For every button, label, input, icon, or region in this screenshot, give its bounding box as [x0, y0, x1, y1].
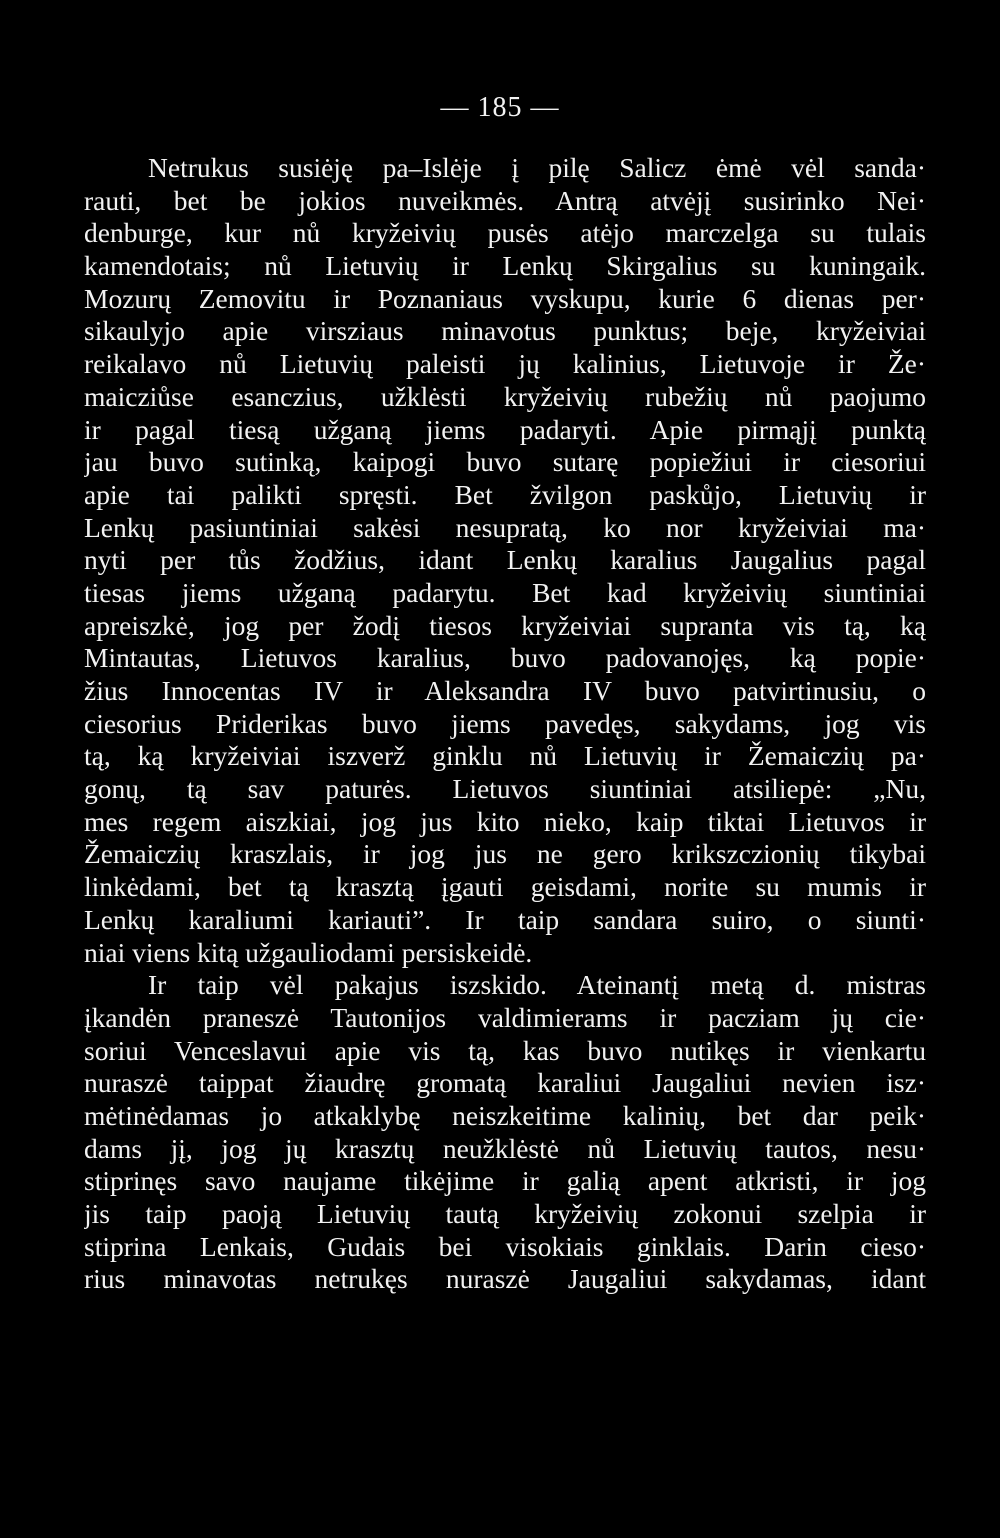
text-line: Mintautas, Lietuvos karalius, buvo padovanojęs, ką popie· [84, 642, 926, 674]
text-line: stiprinęs savo naujame tikėjime ir galią apent atkristi, ir jog [84, 1165, 926, 1197]
text-line: rauti, bet be jokios nuveikmės. Antrą atvėjį susirinko Nei· [84, 184, 926, 216]
text-line: Netrukus susiėję pa–Islėje į pilę Salicz ėmė vėl sanda· [148, 152, 926, 183]
text-line: rius minavotas netrukęs nuraszė Jaugaliui sakydamas, idant [84, 1263, 926, 1295]
text-line: Žemaiczių kraszlais, ir jog jus ne gero krikszczionių tikybai [84, 838, 926, 870]
text-line: dams jį, jog jų krasztų neužklėstė nů Lietuvių tautos, nesu· [84, 1132, 926, 1164]
body-text [84, 152, 926, 1296]
text-line: jis taip paoją Lietuvių tautą kryžeivių zokonui szelpia ir [84, 1198, 926, 1229]
text-line: Mozurų Zemovitu ir Poznaniaus vyskupu, kurie 6 dienas per· [84, 282, 926, 314]
text-line: tiesas jiems užganą padarytu. Bet kad kryžeivių siuntiniai [84, 576, 926, 608]
text-line: mėtinėdamas jo atkaklybę neiszkeitime kalinių, bet dar peik· [84, 1099, 926, 1131]
text-line: apie tai palikti spręsti. Bet žvilgon paskůjo, Lietuvių ir [84, 478, 926, 510]
text-line: įkandėn praneszė Tautonijos valdimierams ir pacziam jų cie· [84, 1001, 926, 1033]
text-line: soriui Venceslavui apie vis tą, kas buvo nutikęs ir vienkartu [84, 1034, 926, 1066]
text-line: nyti per tůs žodžius, idant Lenkų karalius Jaugalius pagal [84, 544, 926, 576]
page-number: — 185 — [440, 92, 560, 123]
text-line: kamendotais; nů Lietuvių ir Lenkų Skirgalius su kuningaik. [84, 250, 926, 282]
text-line: tą, ką kryžeiviai iszverž ginklu nů Lietuvių ir Žemaiczių pa· [84, 740, 926, 772]
text-line: linkėdami, bet tą krasztą įgauti geisdami, norite su mumis ir [84, 871, 926, 903]
text-line: Lenkų karaliumi kariauti”. Ir taip sandara suiro, o siunti· [84, 903, 926, 935]
text-line: ciesorius Priderikas buvo jiems pavedęs, sakydams, jog vis [84, 707, 926, 739]
text-line: mes regem aiszkiai, jog jus kito nieko, kaip tiktai Lietuvos ir [84, 805, 926, 837]
text-line: denburge, kur nů kryžeivių pusės atėjo marczelga su tulais [84, 217, 926, 249]
text-line: maicziůse esanczius, užklėsti kryžeivių rubežių nů paojumo [84, 380, 926, 412]
text-line: apreiszkė, jog per žodį tiesos kryžeiviai supranta vis tą, ką [84, 609, 926, 641]
text-line: nuraszė taippat žiaudrę gromatą karaliui Jaugaliui nevien isz· [84, 1067, 926, 1099]
text-line: jau buvo sutinką, kaipogi buvo sutarę popiežiui ir ciesoriui [84, 446, 926, 478]
text-line: stiprina Lenkais, Gudais bei visokiais ginklais. Darin cieso· [84, 1230, 926, 1262]
text-line: niai viens kitą užgauliodami persiskeidė. [84, 936, 533, 968]
text-line: Ir taip vėl pakajus iszskido. Ateinantį metą d. mistras [148, 969, 926, 1001]
text-line: reikalavo nů Lietuvių paleisti jų kalinius, Lietuvoje ir Že· [84, 348, 926, 380]
text-line: gonų, tą sav paturės. Lietuvos siuntiniai atsiliepė: „Nu, [84, 773, 926, 805]
text-line: sikaulyjo apie virsziaus minavotus punktus; beje, kryžeiviai [84, 315, 926, 347]
text-line: ir pagal tiesą užganą jiems padaryti. Apie pirmąjį punktą [84, 413, 926, 445]
text-line: žius Innocentas IV ir Aleksandra IV buvo patvirtinusiu, o [84, 675, 926, 706]
text-line: Lenkų pasiuntiniai sakėsi nesupratą, ko nor kryžeiviai ma· [84, 511, 926, 543]
